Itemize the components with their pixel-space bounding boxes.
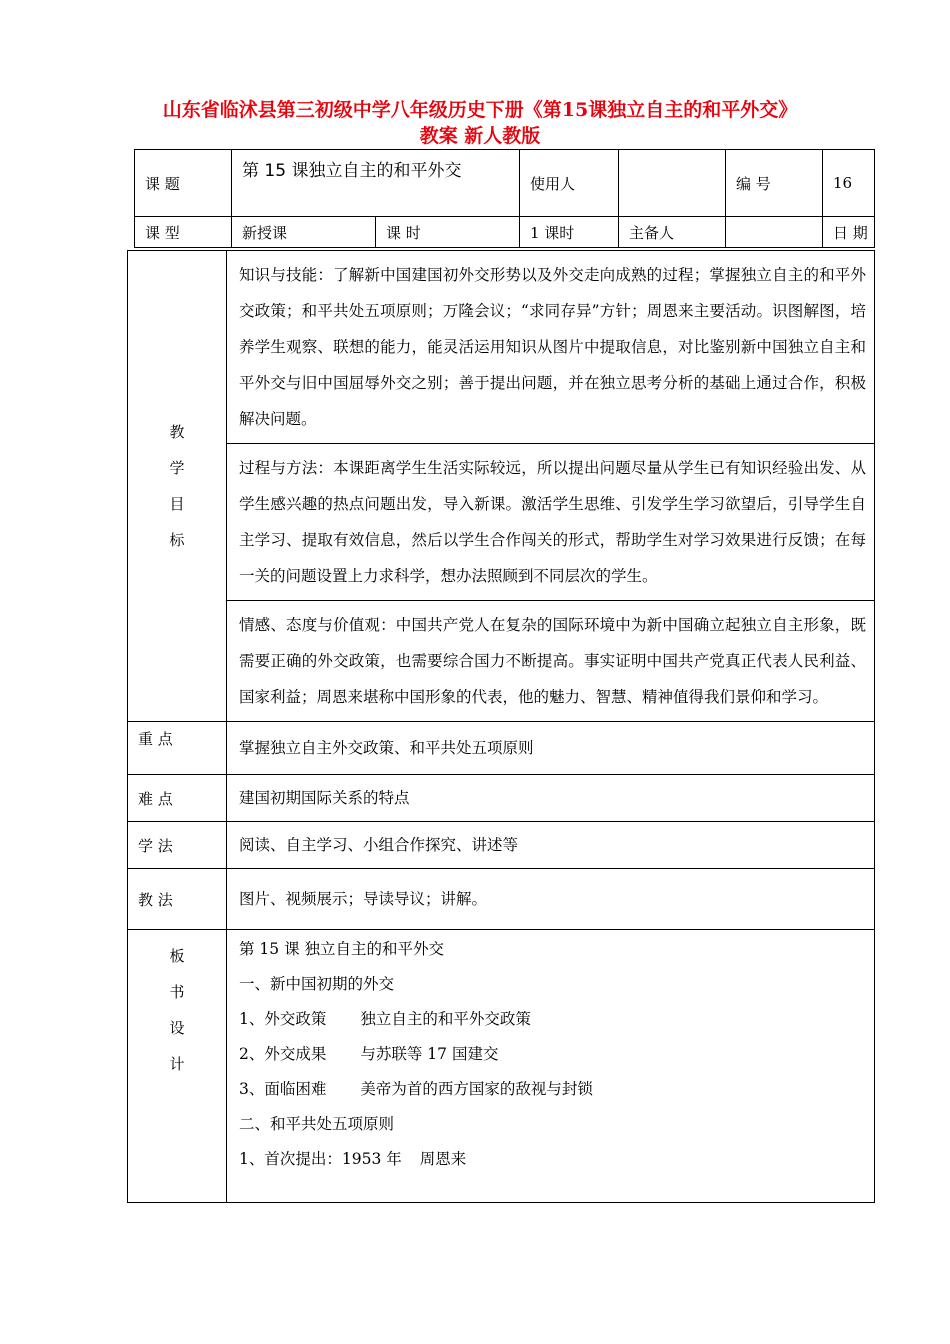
- board-line: [239, 1072, 866, 1107]
- number-value: 16: [823, 150, 875, 217]
- board-line-text: 二、和平共处五项原则: [239, 1115, 395, 1133]
- board-line: [239, 1002, 866, 1037]
- board-line-detail: 与苏联等 17 国建交: [360, 1045, 499, 1063]
- difficulty-label: 难 点: [128, 775, 227, 822]
- study-method-row: [128, 822, 875, 869]
- board-label: [128, 930, 227, 1203]
- number-label: 编 号: [726, 150, 823, 217]
- goals-label-char: 教: [169, 423, 185, 441]
- key-point-value: 掌握独立自主外交政策、和平共处五项原则: [227, 722, 875, 775]
- board-label-char: 计: [169, 1055, 185, 1073]
- type-label: 课 型: [135, 217, 232, 248]
- study-method-value: 阅读、自主学习、小组合作探究、讲述等: [227, 822, 875, 869]
- teach-method-row: [128, 869, 875, 930]
- board-line: [239, 967, 866, 1002]
- board-line-text: 第 15 课 独立自主的和平外交: [239, 940, 445, 958]
- info-row-1: [135, 150, 875, 217]
- goal-emotion: 情感、态度与价值观：中国共产党人在复杂的国际环境中为新中国确立起独立自主形象，既需要正确的外交政策，也需要综合国力不断提高。事实证明中国共产党真正代表人民利益、国家利益；周恩来堪称中国形象的代表，他的魅力、智慧、精神值得我们景仰和学习。: [227, 601, 875, 722]
- board-content: [227, 930, 875, 1203]
- lesson-info-table: [134, 149, 875, 248]
- user-value: [619, 150, 726, 217]
- goals-row-process: [128, 444, 875, 601]
- teach-method-label: 教 法: [128, 869, 227, 930]
- goal-knowledge: 知识与技能：了解新中国建国初外交形势以及外交走向成熟的过程；掌握独立自主的和平外交政策；和平共处五项原则；万隆会议；“求同存异”方针；周恩来主要活动。识图解图，培养学生观察、联想的能力，能灵活运用知识从图片中提取信息，对比鉴别新中国独立自主和平外交与旧中国屈辱外交之别；善于提出问题，并在独立思考分析的基础上通过合作，积极解决问题。: [227, 251, 875, 444]
- key-point-row: [128, 722, 875, 775]
- preparer-label: 主备人: [619, 217, 726, 248]
- topic-value: 第 15 课独立自主的和平外交: [232, 150, 520, 217]
- board-line-text: 3、面临困难: [239, 1080, 327, 1098]
- info-row-2: [135, 217, 875, 248]
- board-label-char: 设: [169, 1019, 185, 1037]
- board-label-char: 书: [169, 983, 185, 1001]
- user-label: 使用人: [520, 150, 619, 217]
- lesson-plan-table: [127, 250, 875, 1203]
- preparer-value: [726, 217, 823, 248]
- goals-row-knowledge: [128, 251, 875, 444]
- board-line: [239, 1107, 866, 1142]
- board-line-text: 1、外交政策: [239, 1010, 327, 1028]
- date-label: 日 期: [823, 217, 875, 248]
- topic-label: 课 题: [135, 150, 232, 217]
- document-title-line1: 山东省临沭县第三初级中学八年级历史下册《第15课独立自主的和平外交》: [162, 99, 798, 121]
- difficulty-value: 建国初期国际关系的特点: [227, 775, 875, 822]
- goals-label: [128, 251, 227, 722]
- board-line-detail: 独立自主的和平外交政策: [360, 1010, 531, 1028]
- board-line-detail: 美帝为首的西方国家的敌视与封锁: [360, 1080, 593, 1098]
- teach-method-value: 图片、视频展示；导读导议；讲解。: [227, 869, 875, 930]
- goal-process: 过程与方法：本课距离学生生活实际较远，所以提出问题尽量从学生已有知识经验出发、从学生感兴趣的热点问题出发，导入新课。激活学生思维、引发学生学习欲望后，引导学生自主学习、提取有效信息，然后以学生合作闯关的形式，帮助学生对学习效果进行反馈；在每一关的问题设置上力求科学，想办法照顾到不同层次的学生。: [227, 444, 875, 601]
- board-line-text: 一、新中国初期的外交: [239, 975, 395, 993]
- board-line: [239, 1037, 866, 1072]
- board-line: [239, 932, 866, 967]
- goals-label-char: 标: [169, 531, 185, 549]
- type-value: 新授课: [232, 217, 376, 248]
- board-line-text: 1、首次提出：1953 年: [239, 1150, 402, 1168]
- board-line: [239, 1142, 866, 1177]
- goals-label-char: 学: [169, 459, 185, 477]
- goals-label-char: 目: [169, 495, 185, 513]
- key-point-label: 重 点: [128, 722, 227, 775]
- board-label-char: 板: [169, 947, 185, 965]
- goals-row-emotion: [128, 601, 875, 722]
- study-method-label: 学 法: [128, 822, 227, 869]
- board-line-detail: 周恩来: [419, 1150, 467, 1168]
- board-line-text: 2、外交成果: [239, 1045, 327, 1063]
- hours-label: 课 时: [376, 217, 520, 248]
- board-row: [128, 930, 875, 1203]
- hours-value: 1 课时: [520, 217, 619, 248]
- document-title-line2: 教案 新人教版: [419, 125, 541, 147]
- difficulty-row: [128, 775, 875, 822]
